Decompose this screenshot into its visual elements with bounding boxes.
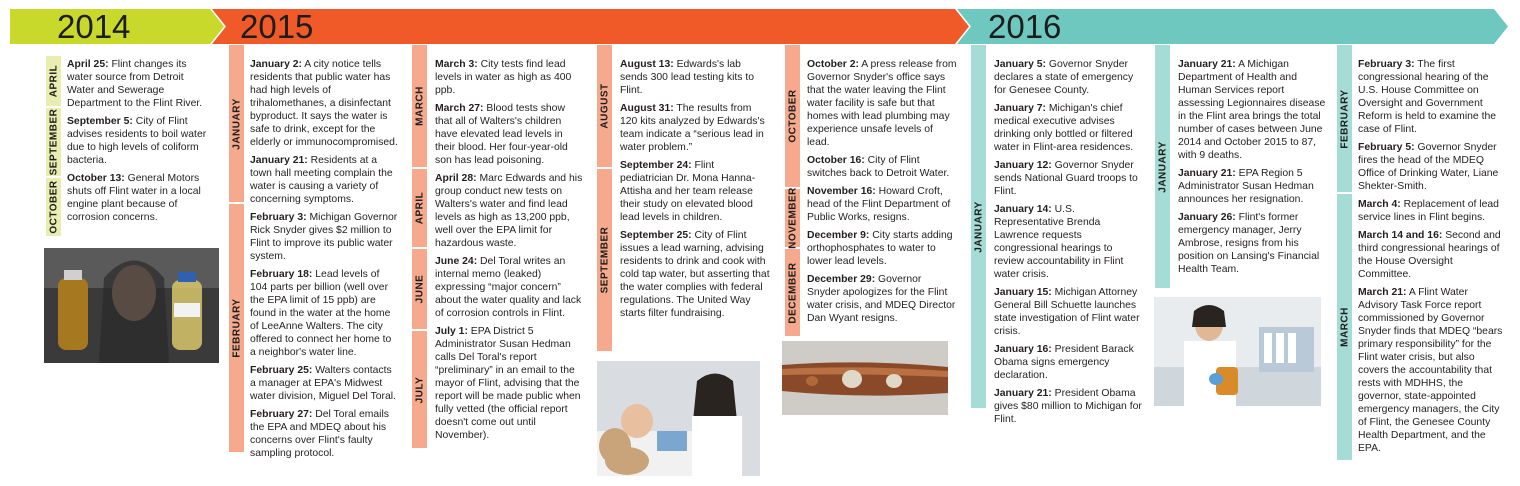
month-bar-february: FEBRUARY [1337, 45, 1352, 192]
event-entry: February 18: Lead levels of 104 parts per billion (well over the EPA limit of 15 ppb) are found in the water at the home of LeeAnne Walters. The city offered to connect her home to a neighbor's water line. [250, 269, 392, 358]
month-bar-january: JANUARY [971, 45, 986, 408]
month-bar-october: OCTOBER [785, 45, 800, 187]
month-bar-april: APRIL [46, 56, 61, 106]
event-entry: January 7: Michigan's chief medical executive advises drinking only bottled or filtered water in Flint-area residences. [994, 103, 1134, 153]
band-2015 [212, 9, 969, 44]
event-entry: March 4: Replacement of lead service lines in Flint begins. [1358, 199, 1499, 223]
column-2014 [67, 58, 207, 229]
photo-doctor-child [597, 361, 760, 476]
column-2015-mar-jul [435, 58, 583, 447]
month-bar-january: JANUARY [229, 45, 244, 202]
month-bar-september: SEPTEMBER [48, 108, 59, 176]
photo-lab-scientist [1154, 297, 1321, 406]
month-bar-october: OCTOBER [46, 178, 61, 236]
event-entry: January 26: Flint's former emergency manager, Jerry Ambrose, resigns from his position on Lansing's Financial Health Team. [1178, 212, 1320, 275]
event-entry: October 2: A press release from Governor Snyder's office says that the water leaving the Flint water facility is safe but that homes with lead plumbing may experience unsafe levels of lead. [807, 59, 957, 148]
month-bar-january: JANUARY [1155, 45, 1170, 288]
event-entry: January 14: U.S. Representative Brenda Lawrence requests congressional hearings to review accountability in Flint water crisis. [994, 204, 1124, 280]
photo-water-bottles [44, 248, 219, 363]
month-bar-december: DECEMBER [785, 249, 800, 336]
event-entry: April 25: Flint changes its water source from Detroit Water and Sewerage Department to the Flint River. [67, 59, 203, 109]
event-entry: August 31: The results from 120 kits analyzed by Edwards's team indicate a “serious lead in water problem.” [620, 103, 765, 153]
event-entry: December 9: City starts adding orthophosphates to water to lower lead levels. [807, 230, 953, 267]
event-entry: March 14 and 16: Second and third congressional hearings of the House Oversight Committee. [1358, 230, 1501, 280]
photo-corroded-pipe [782, 341, 948, 415]
event-entry: January 21: Residents at a town hall meeting complain the water is causing a variety of concerning symptoms. [250, 155, 393, 205]
event-entry: January 5: Governor Snyder declares a state of emergency for Genesee County. [994, 59, 1134, 96]
event-entry: January 12: Governor Snyder sends National Guard troops to Flint. [994, 160, 1138, 197]
month-bar-september: SEPTEMBER [597, 169, 612, 351]
column-2015-oct-dec [807, 58, 957, 330]
year-2016: 2016 [988, 8, 1062, 45]
column-2015-jan-feb [250, 58, 398, 465]
event-entry: August 13: Edwards's lab sends 300 lead testing kits to Flint. [620, 59, 755, 96]
event-entry: July 1: EPA District 5 Administrator Susan Hedman calls Del Toral's report “preliminary” in an email to the mayor of Flint, advising that the report will be made public when fully vetted (the official report doesn't come out until November). [435, 326, 581, 441]
month-bar-november: NOVEMBER [787, 187, 798, 249]
month-bar-august: AUGUST [597, 45, 612, 167]
event-entry: March 27: Blood tests show that all of Walters's children have elevated lead levels in their blood. Her four-year-old son has lead poisoning. [435, 103, 568, 166]
event-entry: April 28: Marc Edwards and his group conduct new tests on Walters's water and find lead levels as high as 13,200 ppb, well over the EPA limit for hazardous waste. [435, 173, 583, 249]
event-entry: September 25: City of Flint issues a lead warning, advising residents to drink and cook with cold tap water, but asserting that the water complies with federal regulations. The United Way starts filter fundraising. [620, 230, 770, 319]
event-entry: September 24: Flint pediatrician Dr. Mona Hanna-Attisha and her team release their study on elevated blood lead levels in children. [620, 160, 756, 223]
month-bar-june: JUNE [412, 249, 427, 329]
event-entry: January 21: A Michigan Department of Health and Human Services report assessing Legionnaires disease in the Flint area brings the total number of cases between June 2014 and October 2015 to 87, with 9 deaths. [1178, 59, 1326, 161]
event-entry: June 24: Del Toral writes an internal memo (leaked) expressing “major concern” about the water quality and lack of corrosion controls in Flint. [435, 256, 582, 319]
column-2016-jan-b [1178, 58, 1326, 281]
event-entry: October 13: General Motors shuts off Flint water in a local engine plant because of corrosion concerns. [67, 173, 201, 223]
event-entry: March 21: A Flint Water Advisory Task Force report commissioned by Governor Snyder finds that MDEQ “bears primary responsibility” for the Flint water crisis, but also covers the accountability that rests with MDHHS, the governor, state-appointed emergency managers, the City of Flint, the Genesee County Health Department, and the EPA. [1358, 287, 1503, 454]
event-entry: January 2: A city notice tells residents that public water has had high levels of trihalomethanes, a disinfectant byproduct. It says the water is safe to drink, except for the elderly or immunocompromised. [250, 59, 398, 148]
year-2014: 2014 [57, 8, 131, 45]
event-entry: November 16: Howard Croft, head of the Flint Department of Public Works, resigns. [807, 186, 951, 223]
column-2016-jan-a [994, 58, 1144, 431]
event-entry: January 15: Michigan Attorney General Bill Schuette launches state investigation of Flint water crisis. [994, 287, 1140, 337]
event-entry: February 5: Governor Snyder fires the head of the MDEQ Office of Drinking Water, Liane Shekter-Smith. [1358, 142, 1499, 192]
event-entry: February 27: Del Toral emails the EPA and MDEQ about his concerns over Flint's faulty sampling protocol. [250, 409, 389, 459]
column-2015-aug-sep [620, 58, 770, 325]
month-bar-march: MARCH [1337, 194, 1352, 460]
event-entry: February 25: Walters contacts a manager at EPA's Midwest water division, Miguel Del Toral. [250, 365, 396, 402]
event-entry: January 21: President Obama gives $80 million to Michigan for Flint. [994, 388, 1142, 425]
month-bar-march: MARCH [412, 45, 427, 167]
year-2015: 2015 [240, 8, 314, 45]
event-entry: October 16: City of Flint switches back to Detroit Water. [807, 155, 950, 179]
event-entry: December 29: Governor Snyder apologizes for the Flint water crisis, and MDEQ Director Dan Wyant resigns. [807, 274, 956, 324]
event-entry: March 3: City tests find lead levels in water as high as 400 ppb. [435, 59, 572, 96]
month-bar-april: APRIL [412, 169, 427, 247]
event-entry: February 3: The first congressional hearing of the U.S. House Committee on Oversight and Government Reform is held to examine the case of Flint. [1358, 59, 1497, 135]
column-2016-feb-mar [1358, 58, 1508, 460]
month-bar-february: FEBRUARY [229, 204, 244, 452]
month-bar-july: JULY [412, 331, 427, 448]
event-entry: January 21: EPA Region 5 Administrator Susan Hedman announces her resignation. [1178, 168, 1314, 205]
timeline-band [10, 9, 1510, 44]
event-entry: September 5: City of Flint advises residents to boil water due to high levels of coliform bacteria. [67, 116, 207, 166]
event-entry: February 3: Michigan Governor Rick Snyder gives $2 million to Flint to improve its public water system. [250, 212, 398, 262]
event-entry: January 16: President Barack Obama signs emergency declaration. [994, 344, 1134, 381]
